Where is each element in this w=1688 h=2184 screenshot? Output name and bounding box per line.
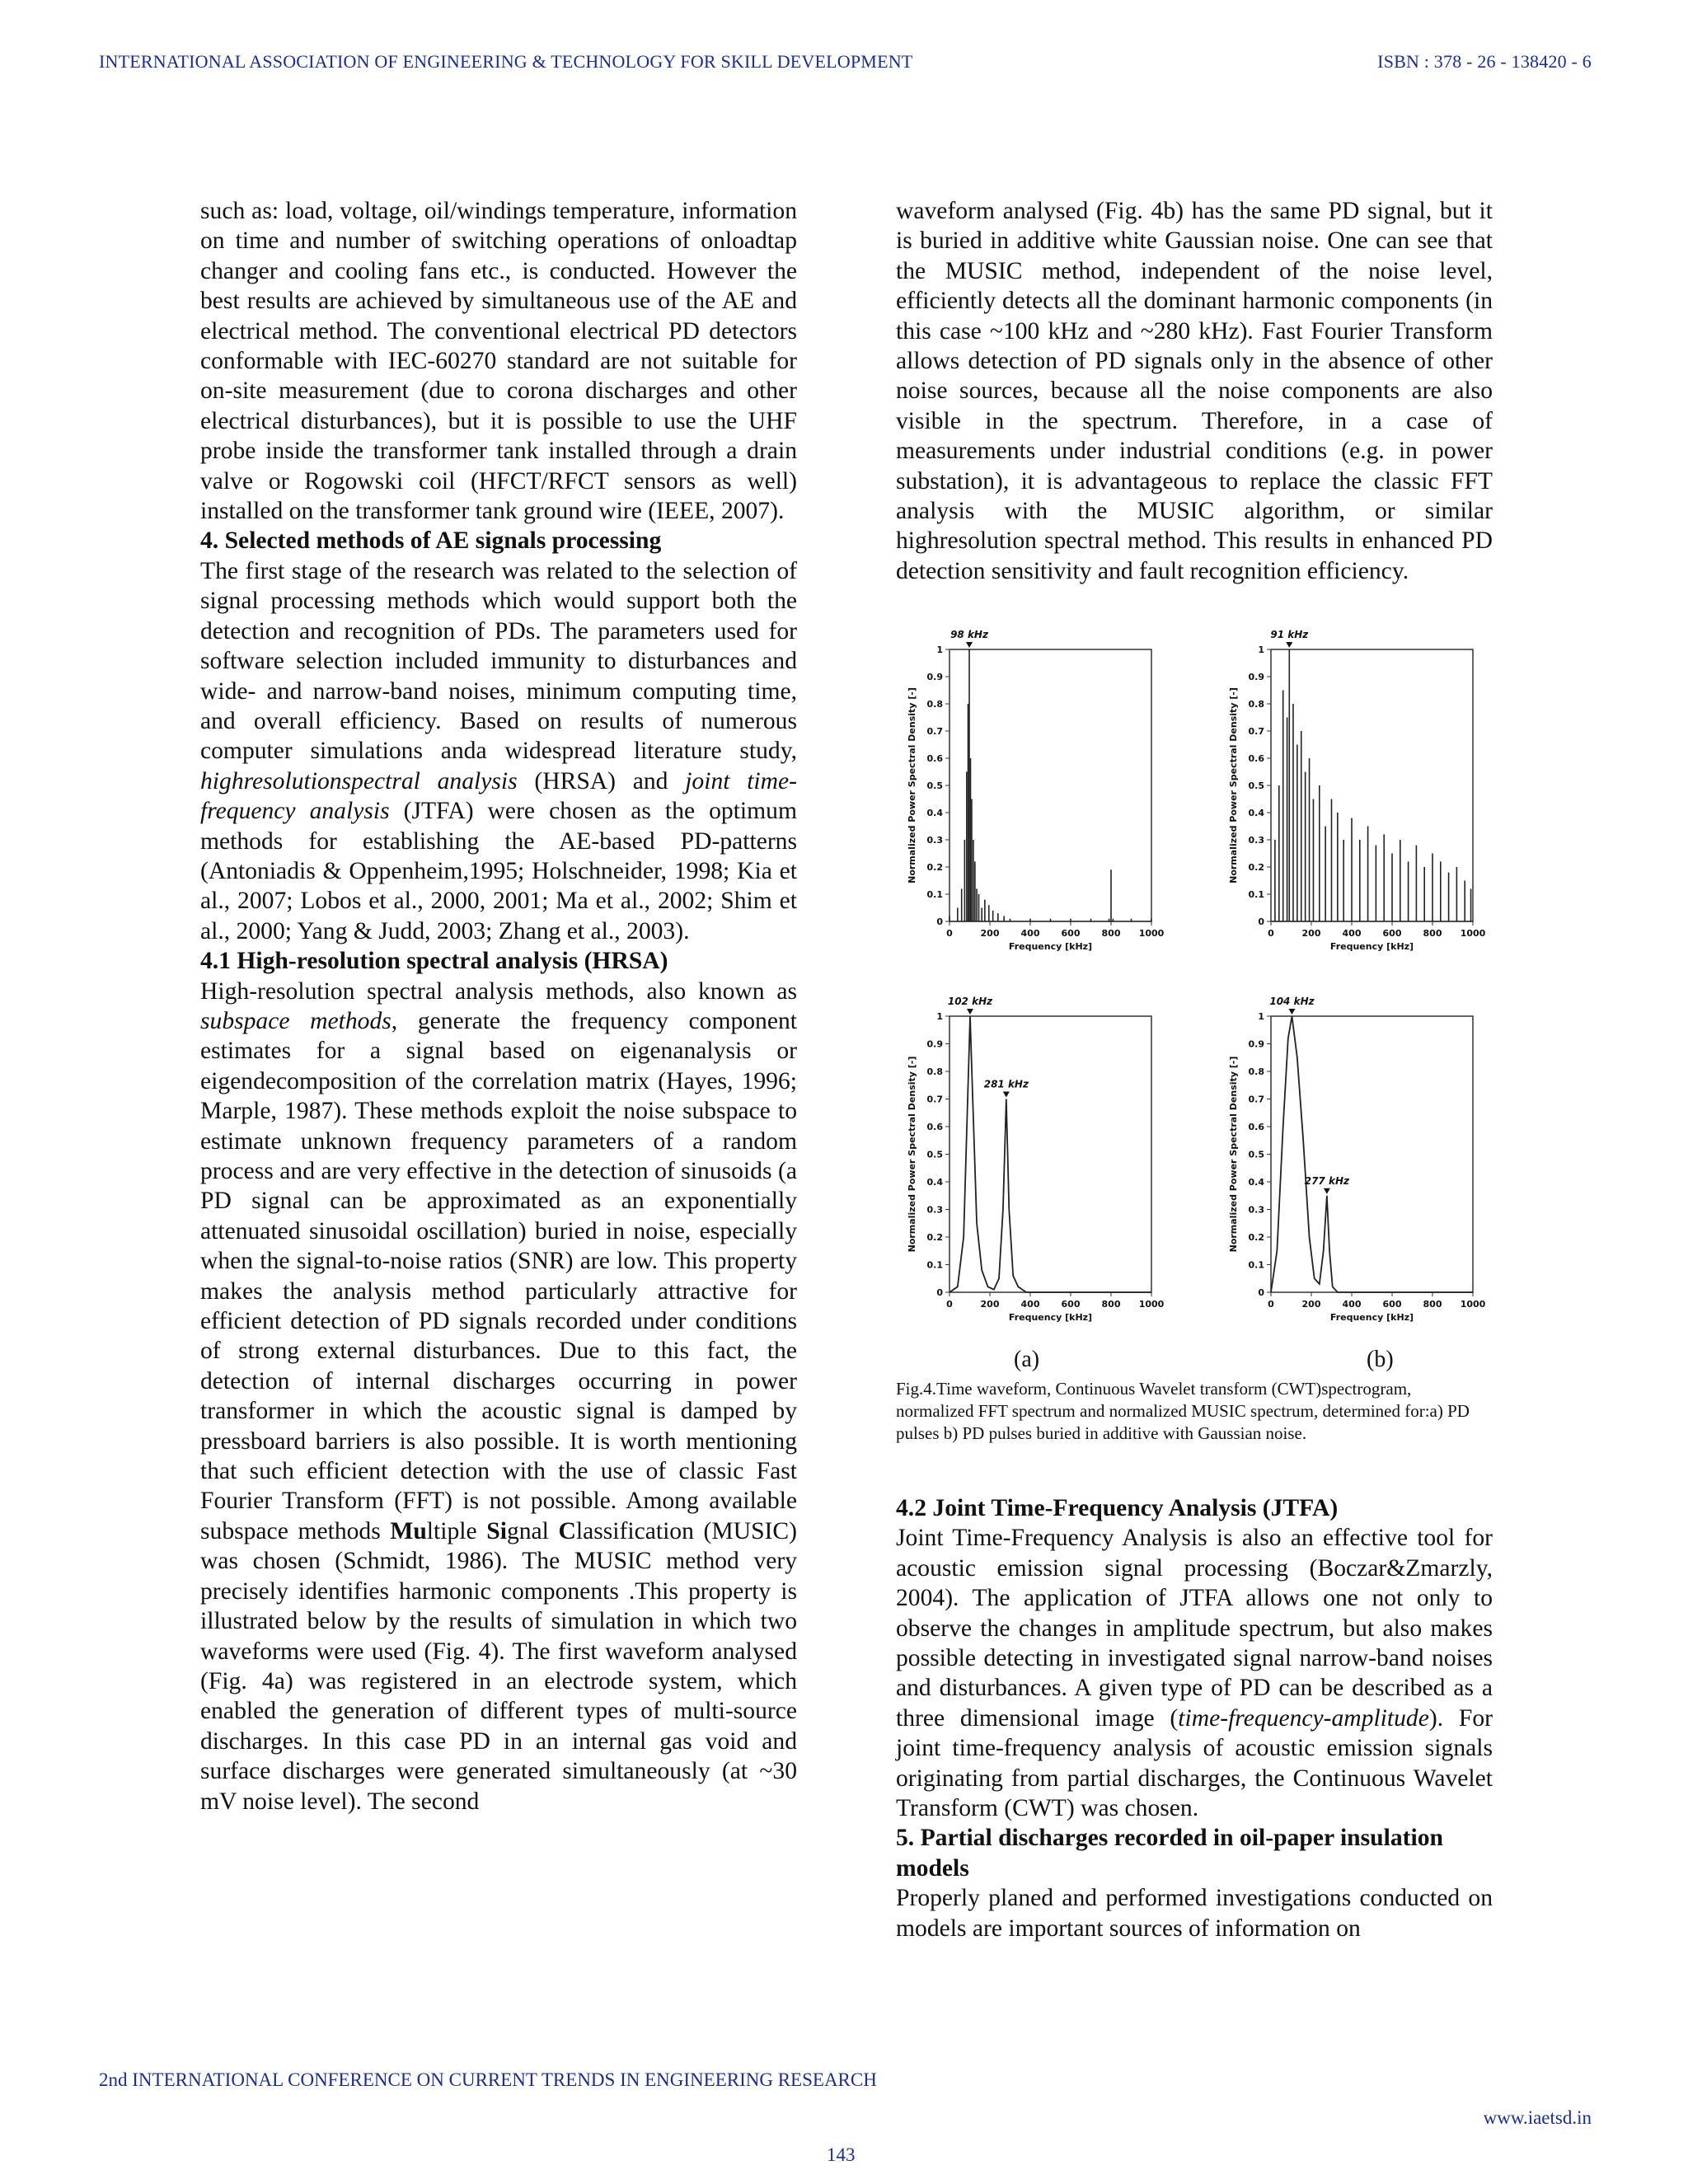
y-axis-label: Normalized Power Spectral Density [-] — [1228, 1056, 1239, 1253]
y-tick-label: 0.5 — [1248, 780, 1264, 791]
y-tick-label: 0.7 — [1248, 1094, 1264, 1105]
y-tick-label: 0.7 — [926, 1094, 943, 1105]
x-tick-label: 800 — [1423, 1299, 1442, 1310]
x-tick-label: 0 — [1268, 928, 1274, 939]
section-heading-4-2: 4.2 Joint Time-Frequency Analysis (JTFA) — [896, 1495, 1339, 1521]
y-tick-label: 0.9 — [1248, 672, 1264, 682]
y-tick-label: 0.2 — [926, 862, 943, 873]
peak-label: 98 kHz — [950, 629, 988, 640]
chart-panel-a-music — [907, 996, 1165, 1323]
peak-label: 281 kHz — [983, 1078, 1029, 1090]
paragraph: Joint Time-Frequency Analysis is also an effective tool for acoustic emission signal processing (Boczar&Zmarzly, 2004). The application of JTFA allows one not only to observe the changes in amplitude spectrum, but also makes possible detecting in investigated signal narrow-band noises and disturbances. A given type of PD can be described as a three dimensional image (time-frequency-amplitude). For joint time-frequency analysis of acoustic emission signals originating from partial discharges, the Continuous Wavelet Transform (CWT) was chosen. — [896, 1525, 1493, 1822]
y-tick-label: 0.2 — [1248, 862, 1264, 873]
y-tick-label: 0.8 — [1248, 1066, 1264, 1077]
page-number: 143 — [827, 2144, 856, 2165]
x-tick-label: 0 — [946, 1299, 953, 1310]
italic-term: subspace methods — [200, 1007, 392, 1034]
y-tick-label: 0.2 — [926, 1232, 943, 1243]
peak-marker — [1003, 1092, 1010, 1098]
x-tick-label: 0 — [946, 928, 953, 939]
y-axis-label: Normalized Power Spectral Density [-] — [907, 687, 917, 883]
paragraph: waveform analysed (Fig. 4b) has the same PD signal, but it is buried in additive white Gaussian noise. One can see that the MUSIC method, independent of the noise level, efficiently detects all the dominant harmonic components (in this case ~100 kHz and ~280 kHz). Fast Fourier Transform allows detection of PD signals only in the absence of other noise sources, because all the noise components are also visible in the spectrum. Therefore, in a case of measurements under industrial conditions (e.g. in power substation), it is advantageous to replace the classic FFT analysis with the MUSIC algorithm, or similar highresolution spectral method. This results in enhanced PD detection sensitivity and fault recognition efficiency. — [896, 198, 1493, 584]
y-tick-label: 0.1 — [1248, 1259, 1264, 1271]
x-tick-label: 600 — [1061, 928, 1081, 939]
peak-label: 277 kHz — [1304, 1174, 1349, 1187]
x-tick-label: 200 — [1301, 928, 1321, 939]
y-tick-label: 0.4 — [1248, 1177, 1264, 1188]
x-tick-label: 400 — [1342, 928, 1362, 939]
running-header-left: INTERNATIONAL ASSOCIATION OF ENGINEERING & TECHNOLOGY FOR SKILL DEVELOPMENT — [99, 51, 913, 72]
x-tick-label: 1000 — [1460, 1299, 1486, 1310]
y-tick-label: 1 — [1258, 644, 1264, 655]
x-tick-label: 800 — [1101, 1299, 1121, 1310]
x-tick-label: 600 — [1061, 1299, 1081, 1310]
y-tick-label: 0.5 — [926, 780, 943, 791]
figure-label-a: (a) — [1014, 1347, 1040, 1372]
y-tick-label: 0.9 — [1248, 1038, 1264, 1050]
y-tick-label: 0 — [936, 916, 943, 927]
x-axis-label: Frequency [kHz] — [1008, 1312, 1093, 1323]
italic-term: time-frequency-amplitude — [1178, 1704, 1429, 1732]
y-tick-label: 0.2 — [1248, 1232, 1264, 1243]
section-heading-4: 4. Selected methods of AE signals processing — [200, 527, 662, 555]
spectrum-line — [950, 1016, 1151, 1292]
peak-marker — [967, 1009, 973, 1015]
chart-panel-a-fft — [907, 629, 1165, 952]
chart-panel-b-music — [1228, 996, 1486, 1323]
y-tick-label: 0.4 — [926, 808, 943, 818]
y-tick-label: 1 — [936, 644, 943, 655]
italic-term: highresolutionspectral analysis — [200, 767, 518, 794]
peak-marker — [1324, 1188, 1330, 1194]
paragraph: Properly planed and performed investigations conducted on models are important sources of information on — [896, 1885, 1493, 1942]
x-tick-label: 200 — [1301, 1299, 1321, 1310]
y-tick-label: 0.9 — [926, 672, 943, 682]
y-tick-label: 0.1 — [926, 1259, 943, 1271]
y-tick-label: 0.8 — [1248, 699, 1264, 710]
figure-4 — [892, 616, 1535, 1441]
y-tick-label: 0.1 — [1248, 889, 1264, 900]
italic-term: joint time-frequency analysis — [200, 767, 797, 825]
plot-frame — [950, 649, 1151, 921]
y-tick-label: 0.3 — [1248, 835, 1264, 846]
y-tick-label: 0.1 — [926, 889, 943, 900]
y-tick-label: 0.8 — [926, 699, 943, 710]
plot-frame — [1271, 1016, 1473, 1292]
peak-marker — [1288, 1009, 1295, 1015]
x-tick-label: 1000 — [1138, 928, 1165, 939]
chart-panel-b-fft — [1228, 629, 1486, 952]
y-tick-label: 0 — [936, 1287, 943, 1298]
x-tick-label: 1000 — [1460, 928, 1486, 939]
section-heading-4-1: 4.1 High-resolution spectral analysis (HRSA) — [200, 948, 668, 975]
right-column-bottom — [896, 1493, 1493, 1943]
y-axis-label: Normalized Power Spectral Density [-] — [907, 1056, 917, 1253]
y-tick-label: 0.7 — [926, 726, 943, 737]
left-column — [200, 196, 797, 1816]
conference-footer: 2nd INTERNATIONAL CONFERENCE ON CURRENT TRENDS IN ENGINEERING RESEARCH — [99, 2069, 877, 2090]
x-tick-label: 400 — [1342, 1299, 1362, 1310]
peak-marker — [966, 642, 973, 648]
x-tick-label: 200 — [980, 928, 1000, 939]
x-tick-label: 800 — [1101, 928, 1121, 939]
y-tick-label: 0.3 — [926, 835, 943, 846]
x-tick-label: 600 — [1382, 928, 1402, 939]
y-tick-label: 0.9 — [926, 1038, 943, 1050]
paragraph: such as: load, voltage, oil/windings temperature, information on time and number of switching operations of onloadtap changer and cooling fans etc., is conducted. However the best results are achieved by simultaneous use of the AE and electrical method. The conventional electrical PD detectors conformable with IEC-60270 standard are not suitable for on-site measurement (due to corona discharges and other electrical disturbances), but it is possible to use the UHF probe inside the transformer tank installed through a drain valve or Rogowski coil (HFCT/RFCT sensors as well) installed on the transformer tank ground wire (IEEE, 2007). — [200, 198, 797, 525]
website-link[interactable]: www.iaetsd.in — [1483, 2107, 1592, 2128]
x-tick-label: 600 — [1382, 1299, 1402, 1310]
y-tick-label: 0.4 — [1248, 808, 1264, 818]
figure-caption: Fig.4.Time waveform, Continuous Wavelet transform (CWT)spectrogram, normalized FFT spectrum and normalized MUSIC spectrum, determined for:a) PD pulses b) PD pulses buried in additive with Gaussian noise. — [896, 1379, 1470, 1443]
peak-marker — [1286, 642, 1292, 648]
y-tick-label: 0.7 — [1248, 726, 1264, 737]
right-column-top — [896, 196, 1493, 586]
y-tick-label: 0.8 — [926, 1066, 943, 1077]
peak-label: 104 kHz — [1269, 996, 1315, 1007]
x-axis-label: Frequency [kHz] — [1329, 1312, 1414, 1323]
figure-4-panels — [892, 616, 1535, 1342]
isbn-header: ISBN : 378 - 26 - 138420 - 6 — [1377, 51, 1592, 72]
y-tick-label: 0 — [1258, 1287, 1264, 1298]
paragraph: The first stage of the research was related to the selection of signal processing methods which would support both the detection and recognition of PDs. The parameters used for software selection included immunity to disturbances and wide- and narrow-band noises, minimum computing time, and overall efficiency. Based on results of numerous computer simulations anda widespread literature study, highresolutionspectral analysis (HRSA) and joint time-frequency analysis (JTFA) were chosen as the optimum methods for establishing the AE-based PD-patterns (Antoniadis & Oppenheim,1995; Holschneider, 1998; Kia et al., 2007; Lobos et al., 2000, 2001; Ma et al., 2002; Shim et al., 2000; Yang & Judd, 2003; Zhang et al., 2003). — [200, 557, 797, 944]
y-tick-label: 0.4 — [926, 1177, 943, 1188]
y-tick-label: 0.6 — [1248, 753, 1264, 764]
spectrum-line — [1271, 1016, 1473, 1292]
y-tick-label: 0.6 — [926, 1122, 943, 1132]
x-tick-label: 400 — [1020, 928, 1040, 939]
y-tick-label: 1 — [1258, 1011, 1264, 1022]
x-axis-label: Frequency [kHz] — [1329, 941, 1414, 952]
y-tick-label: 0 — [1258, 916, 1264, 927]
y-axis-label: Normalized Power Spectral Density [-] — [1228, 687, 1239, 883]
figure-label-b: (b) — [1367, 1347, 1394, 1372]
x-tick-label: 1000 — [1138, 1299, 1165, 1310]
y-tick-label: 0.5 — [1248, 1149, 1264, 1160]
y-tick-label: 0.6 — [926, 753, 943, 764]
x-tick-label: 800 — [1423, 928, 1442, 939]
peak-label: 102 kHz — [947, 996, 993, 1007]
section-heading-5: 5. Partial discharges recorded in oil-paper insulation models — [896, 1825, 1443, 1882]
x-tick-label: 0 — [1268, 1299, 1274, 1310]
x-axis-label: Frequency [kHz] — [1008, 941, 1093, 952]
y-tick-label: 0.5 — [926, 1149, 943, 1160]
x-tick-label: 200 — [980, 1299, 1000, 1310]
y-tick-label: 0.3 — [1248, 1204, 1264, 1216]
paragraph: High-resolution spectral analysis methods, also known as subspace methods, generate the frequency component estimates for a signal based on eigenanalysis or eigendecomposition of the correlation matrix (Hayes, 1996; Marple, 1987). These methods exploit the noise subspace to estimate unknown frequency parameters of a random process and are very effective in the detection of sinusoids (a PD signal can be approximated as an exponentially attenuated sinusoidal oscillation) buried in noise, especially when the signal-to-noise ratios (SNR) are low. This property makes the analysis method particularly attractive for efficient detection of PD signals recorded under conditions of strong external disturbances. Due to this fact, the detection of internal discharges occurring in power transformer in which the acoustic signal is damped by pressboard barriers is also possible. It is worth mentioning that such efficient detection with the use of classic Fast Fourier Transform (FFT) is not possible. Among available subspace methods Multiple Signal Classification (MUSIC) was chosen (Schmidt, 1986). The MUSIC method very precisely identifies harmonic components .This property is illustrated below by the results of simulation in which two waveforms were used (Fig. 4). The first waveform analysed (Fig. 4a) was registered in an electrode system, which enabled the generation of different types of multi-source discharges. In this case PD in an internal gas void and surface discharges were generated simultaneously (at ~30 mV noise level). The second — [200, 977, 798, 1815]
y-tick-label: 1 — [936, 1011, 943, 1022]
x-tick-label: 400 — [1020, 1299, 1040, 1310]
peak-label: 91 kHz — [1270, 629, 1309, 640]
y-tick-label: 0.3 — [926, 1204, 943, 1216]
y-tick-label: 0.6 — [1248, 1122, 1264, 1132]
